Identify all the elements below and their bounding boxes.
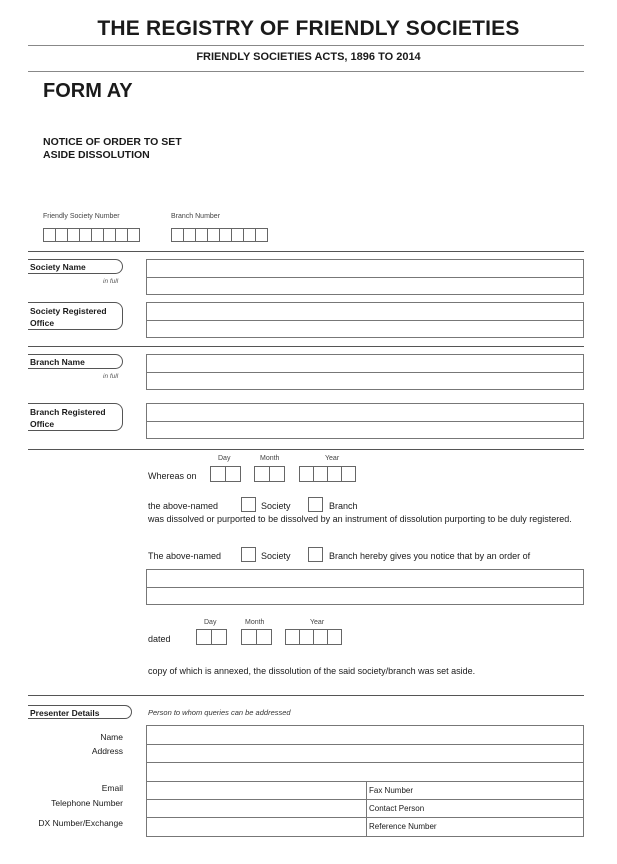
dated-day-boxes[interactable] [196,629,226,645]
contact-label: Contact Person [369,804,425,813]
whereas-year-label: Year [325,455,340,462]
branch-option-1: Branch [329,501,358,511]
branch-office-line-2: Office [30,419,55,429]
society-checkbox-2[interactable] [241,547,256,562]
branch-office-line-1: Branch Registered [30,407,106,417]
dissolved-text: was dissolved or purported to be dissolved by an instrument of dissolution purporting to be duly registered. [148,514,572,524]
branch-checkbox-2[interactable] [308,547,323,562]
society-number-boxes[interactable] [43,228,139,242]
branch-name-tab: Branch Name [28,354,123,369]
notice-line-1: NOTICE OF ORDER TO SET [43,136,182,148]
branch-checkbox-1[interactable] [308,497,323,512]
whereas-month-boxes[interactable] [254,466,284,482]
society-name-tab: Society Name [28,259,123,274]
notice-heading [43,136,243,162]
order-court-field[interactable] [146,569,584,605]
society-option-2: Society [261,551,291,561]
branch-in-full: in full [103,373,119,380]
branch-divider [28,346,584,347]
telephone-label: Telephone Number [51,798,123,808]
subtitle-divider [28,71,584,72]
dated-text: dated [148,634,171,644]
notice-line-2: ASIDE DISSOLUTION [43,149,150,161]
name-label: Name [100,732,123,742]
presenter-telephone-field[interactable] [146,798,365,816]
acts-subtitle: FRIENDLY SOCIETIES ACTS, 1896 TO 2014 [196,51,421,63]
presenter-address-field[interactable] [146,743,584,780]
dx-label: DX Number/Exchange [38,818,123,828]
whereas-year-boxes[interactable] [299,466,355,482]
dated-year-boxes[interactable] [285,629,341,645]
society-name-field[interactable] [146,259,584,295]
queries-text: Person to whom queries can be addressed [148,708,291,717]
society-number-label: Friendly Society Number [43,213,120,220]
copy-annexed-text: copy of which is annexed, the dissolution of the said society/branch was set aside. [148,666,476,676]
branch-notice-text: Branch hereby gives you notice that by an order of [329,551,531,561]
above-named-cap-text: The above-named [148,551,222,561]
society-option-1: Society [261,501,291,511]
society-office-field[interactable] [146,302,584,338]
branch-office-field[interactable] [146,403,584,439]
fax-label: Fax Number [369,786,414,795]
presenter-dx-field[interactable] [146,816,365,837]
reference-label: Reference Number [369,822,437,831]
presenter-name-field[interactable] [146,725,584,743]
whereas-on-text: Whereas on [148,471,197,481]
body-divider [28,449,584,450]
title-divider [28,45,584,46]
section-divider [28,251,584,252]
society-office-line-1: Society Registered [30,306,107,316]
whereas-month-label: Month [260,455,280,462]
whereas-day-label: Day [218,455,231,462]
branch-number-boxes[interactable] [171,228,267,242]
whereas-day-boxes[interactable] [210,466,240,482]
branch-office-tab [28,403,123,431]
presenter-details-tab: Presenter Details [28,705,132,719]
society-office-tab [28,302,123,330]
branch-name-field[interactable] [146,354,584,390]
form-name: FORM AY [43,80,133,102]
society-office-line-2: Office [30,318,55,328]
branch-number-label: Branch Number [171,213,221,220]
registry-title: THE REGISTRY OF FRIENDLY SOCIETIES [97,17,520,40]
dated-day-label: Day [204,619,217,626]
above-named-text: the above-named [148,501,219,511]
address-label: Address [91,746,123,756]
society-checkbox-1[interactable] [241,497,256,512]
dated-year-label: Year [310,619,325,626]
presenter-divider [28,695,584,696]
presenter-email-field[interactable] [146,780,365,798]
dated-month-label: Month [245,619,265,626]
dated-month-boxes[interactable] [241,629,271,645]
email-label: Email [101,783,123,793]
society-in-full: in full [103,278,119,285]
